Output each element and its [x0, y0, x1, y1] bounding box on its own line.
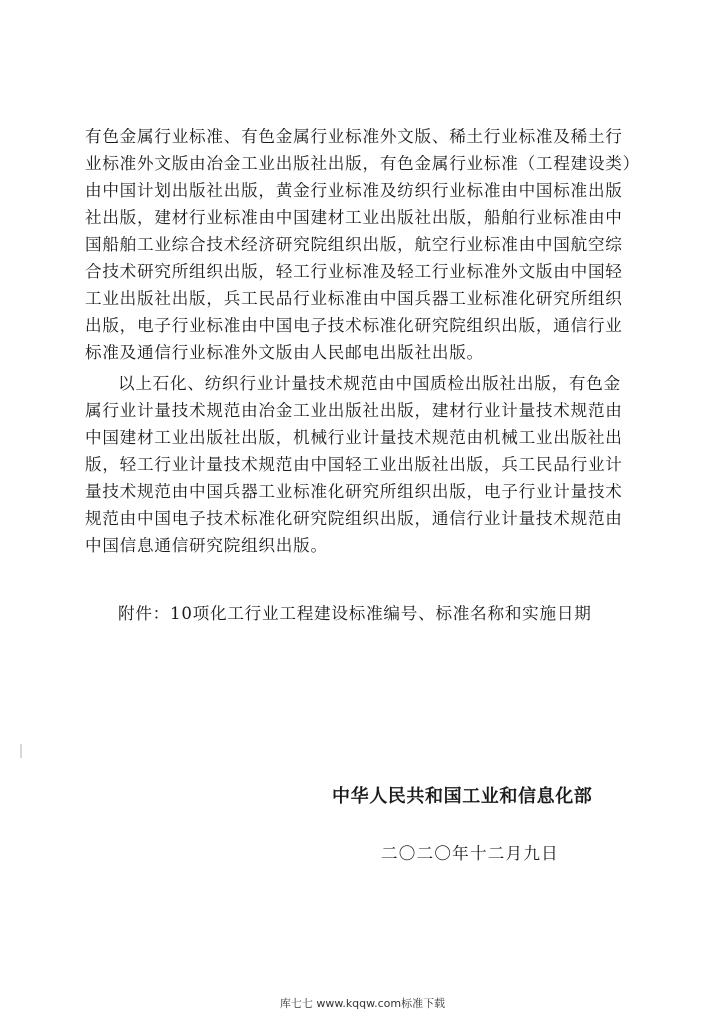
- paragraph-line: 版，轻工行业计量技术规范由中国轻工业出版社出版，兵工民品行业计: [85, 455, 623, 474]
- paragraph-line: 属行业计量技术规范由冶金工业出版社出版，建材行业计量技术规范由: [85, 401, 623, 420]
- issue-date: 二〇二〇年十二月九日: [381, 844, 559, 863]
- paragraph-line: 国船舶工业综合技术经济研究院组织出版，航空行业标准由中国航空综: [85, 235, 623, 254]
- scan-artifact: [20, 744, 22, 758]
- paragraph-line: 有色金属行业标准、有色金属行业标准外文版、稀土行业标准及稀土行: [85, 127, 623, 146]
- paragraph-line: 中国建材工业出版社出版，机械行业计量技术规范由机械工业出版社出: [85, 428, 623, 447]
- paragraph-line: 由中国计划出版社出版，黄金行业标准及纺织行业标准由中国标准出版: [85, 181, 623, 200]
- paragraph-line: 出版，电子行业标准由中国电子技术标准化研究院组织出版，通信行业: [85, 316, 623, 335]
- paragraph-line: 规范由中国电子技术标准化研究院组织出版，通信行业计量技术规范由: [85, 509, 623, 528]
- paragraph-line: 以上石化、纺织行业计量技术规范由中国质检出版社出版，有色金: [118, 374, 621, 393]
- paragraph-line: 中国信息通信研究院组织出版。: [85, 536, 328, 555]
- paragraph-line: 合技术研究所组织出版，轻工行业标准及轻工行业标准外文版由中国轻: [85, 262, 623, 281]
- paragraph-line: 标准及通信行业标准外文版由人民邮电出版社出版。: [85, 343, 484, 362]
- paragraph-line: 业标准外文版由冶金工业出版社出版，有色金属行业标准（工程建设类）: [85, 154, 640, 173]
- attachment-note: 附件：10项化工行业工程建设标准编号、标准名称和实施日期: [118, 604, 592, 623]
- footer-watermark: 库七七 www.kqqw.com标准下载: [279, 997, 446, 1010]
- issuing-authority: 中华人民共和国工业和信息化部: [332, 786, 593, 807]
- paragraph-line: 工业出版社出版，兵工民品行业标准由中国兵器工业标准化研究所组织: [85, 289, 623, 308]
- paragraph-line: 量技术规范由中国兵器工业标准化研究所组织出版，电子行业计量技术: [85, 482, 623, 501]
- paragraph-line: 社出版，建材行业标准由中国建材工业出版社出版，船舶行业标准由中: [85, 208, 623, 227]
